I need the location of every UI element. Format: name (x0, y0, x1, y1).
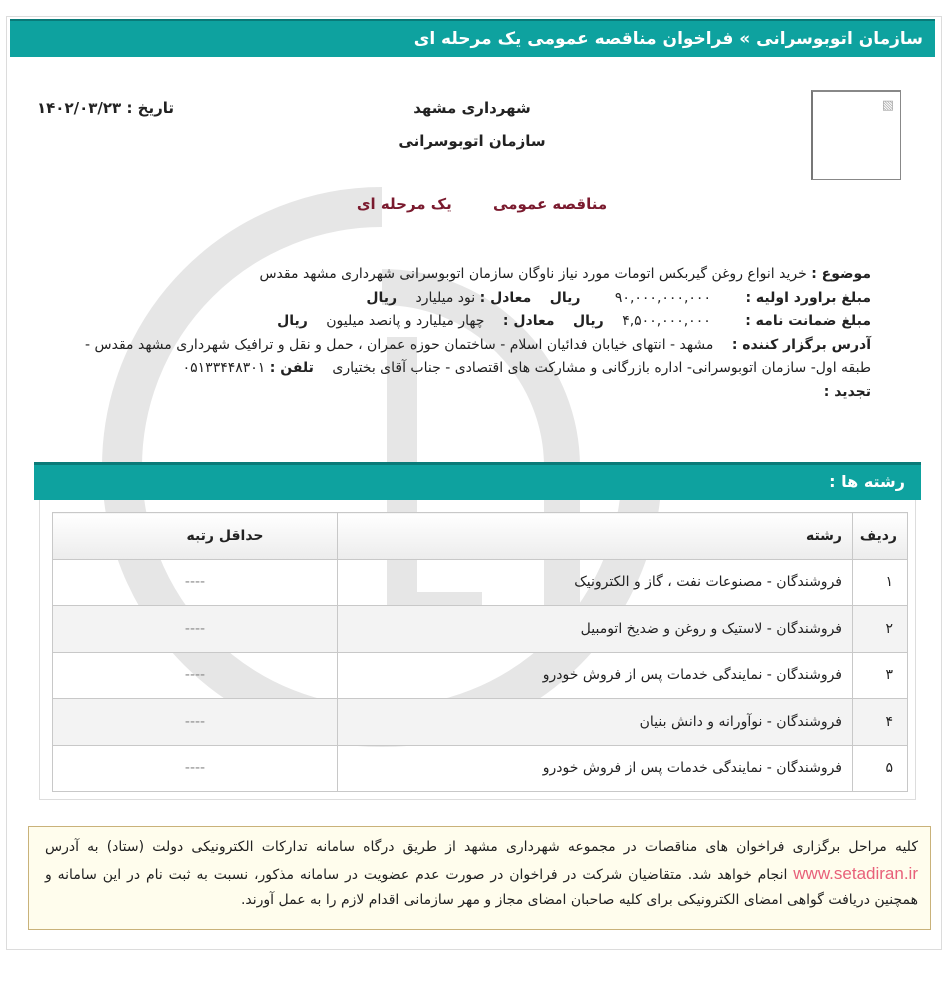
min-rank: ---- (53, 606, 338, 653)
estimate-label: مبلغ براورد اولیه : (745, 289, 871, 306)
guarantee-words-currency: ریال (277, 313, 308, 329)
tender-type (337, 195, 627, 213)
estimate-row (0, 287, 871, 311)
subject-value: خرید انواع روغن گیربکس اتومات مورد نیاز ناوگان سازمان اتوبوسرانی شهرداری مشهد مقدس (259, 266, 807, 282)
phone-value: ۰۵۱۳۳۴۴۸۳۰۱ (182, 360, 266, 376)
table-row (53, 606, 908, 653)
guarantee-value: ۴,۵۰۰,۰۰۰,۰۰۰ (622, 313, 711, 329)
min-rank: ---- (53, 652, 338, 699)
notice-text-after: انجام خواهد شد. متقاضیان شرکت در فراخوان در صورت عدم عضویت در سامانه مذکور، نسبت به ثبت نام در این سامانه و همچنین دریافت گواهی امضای الکترونیکی برای کلیه صاحبان امضای مجاز و مهر سازمانی اقدام لازم را به عمل آورند. (45, 866, 918, 908)
guarantee-equivalent-label: معادل : (502, 313, 555, 329)
organization-logo (811, 90, 901, 180)
notice-text-before: کلیه مراحل برگزاری فراخوان های مناقصات در مجموعه شهرداری مشهد از طریق درگاه سامانه تدارکات الکترونیکی دولت (ستاد) به آدرس (45, 839, 918, 855)
estimate-equivalent-label: معادل : (479, 289, 532, 306)
min-rank: ---- (53, 745, 338, 792)
renewal-row (0, 381, 871, 405)
fields-table-container (39, 500, 916, 800)
row-number: ۴ (853, 699, 908, 746)
organization-name: شهرداری مشهد (413, 99, 531, 117)
field-name: فروشندگان - نمایندگی خدمات پس از فروش خودرو (338, 745, 853, 792)
subject-row (0, 263, 871, 287)
column-header-row-number: ردیف (853, 513, 908, 560)
page-title: سازمان اتوبوسرانی » فراخوان مناقصه عمومی یک مرحله ای (10, 19, 935, 57)
field-name: فروشندگان - لاستیک و روغن و ضدیخ اتومبیل (338, 606, 853, 653)
estimate-currency: ریال (549, 289, 581, 306)
row-number: ۳ (853, 652, 908, 699)
min-rank: ---- (53, 559, 338, 606)
estimate-value: ۹۰,۰۰۰,۰۰۰,۰۰۰ (614, 289, 711, 306)
column-header-min-rank: حداقل رتبه (53, 513, 338, 560)
address-line1: مشهد - انتهای خیابان فدائیان اسلام - ساختمان حوزه عمران ، حمل و نقل و ترافیک شهرداری مشهد مقدس - (85, 336, 714, 353)
setadiran-link[interactable]: www.setadiran.ir (793, 863, 918, 883)
field-name: فروشندگان - نمایندگی خدمات پس از فروش خودرو (338, 652, 853, 699)
date-value: ۱۴۰۲/۰۳/۲۳ (37, 99, 122, 117)
subject-label: موضوع : (811, 266, 871, 282)
row-number: ۵ (853, 745, 908, 792)
table-row (53, 559, 908, 606)
row-number: ۲ (853, 606, 908, 653)
min-rank: ---- (53, 699, 338, 746)
address-line2: طبقه اول- سازمان اتوبوسرانی- اداره بازرگانی و مشارکت های اقتصادی - جناب آقای بختیاری (332, 360, 871, 376)
guarantee-words: چهار میلیارد و پانصد میلیون (326, 313, 485, 329)
guarantee-row (0, 310, 871, 334)
table-row (53, 652, 908, 699)
announcement-page (6, 16, 942, 950)
renewal-label: تجدید : (823, 383, 871, 400)
column-header-field: رشته (338, 513, 853, 560)
fields-section-title: رشته ها : (34, 462, 921, 500)
field-name: فروشندگان - مصنوعات نفت ، گاز و الکترونیک (338, 559, 853, 606)
estimate-words: نود میلیارد (415, 289, 476, 306)
address-label: آدرس برگزار کننده : (731, 336, 871, 353)
table-row (53, 745, 908, 792)
phone-label: تلفن : (269, 360, 314, 376)
broken-image-icon: ▧ (881, 98, 894, 113)
row-number: ۱ (853, 559, 908, 606)
address-row-2 (0, 357, 871, 381)
guarantee-currency: ریال (573, 313, 604, 329)
address-row (0, 334, 871, 358)
announcement-date (37, 99, 174, 117)
estimate-words-currency: ریال (366, 289, 398, 306)
header (7, 77, 943, 237)
tender-info (0, 263, 871, 404)
table-row (53, 699, 908, 746)
date-label: تاریخ : (126, 99, 175, 117)
tender-type-stage: یک مرحله ای (356, 195, 452, 213)
fields-table (52, 512, 908, 792)
guarantee-label: مبلغ ضمانت نامه : (745, 313, 871, 329)
table-header-row (53, 513, 908, 560)
field-name: فروشندگان - نوآورانه و دانش بنیان (338, 699, 853, 746)
notice-box (28, 826, 931, 930)
organization-subname: سازمان اتوبوسرانی (398, 132, 546, 150)
tender-type-general: مناقصه عمومی (493, 195, 608, 213)
